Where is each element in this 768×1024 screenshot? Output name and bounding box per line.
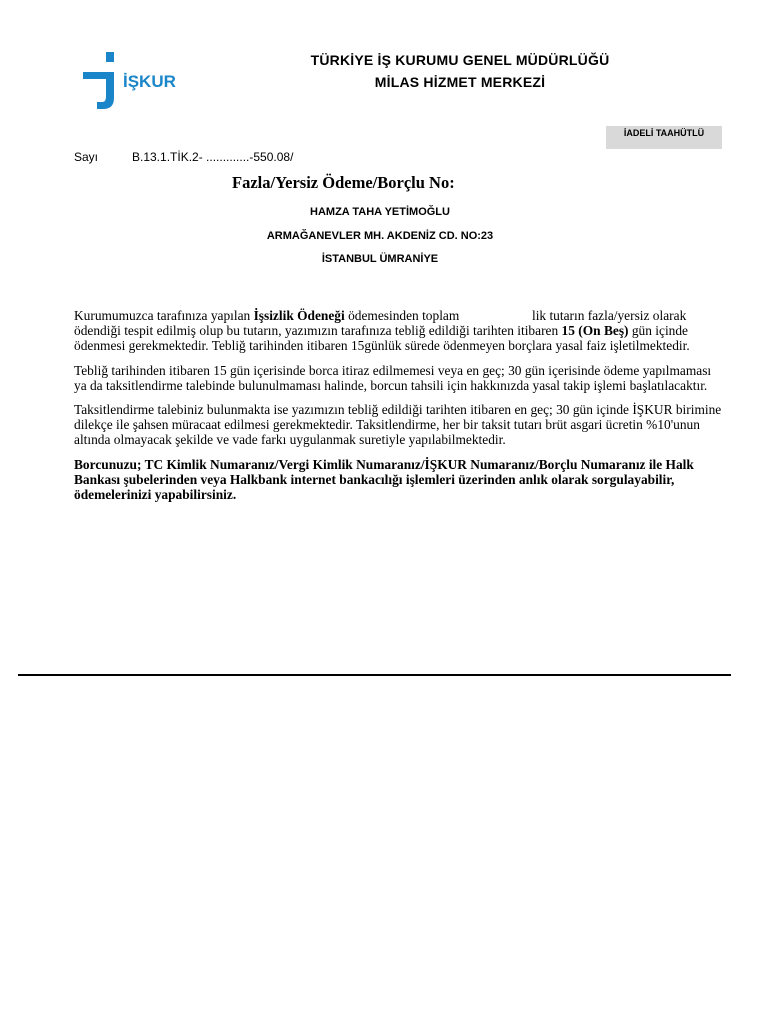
- recipient-name: HAMZA TAHA YETİMOĞLU: [310, 206, 450, 218]
- paragraph-payment-info: Borcunuzu; TC Kimlik Numaranız/Vergi Kimlik Numaranız/İŞKUR Numaranız/Borçlu Numaranız ile Halk Bankası şubelerinden veya Halkbank internet bankacılığı işlemleri üzerinden anlık olarak sorgulayabilir, ödemelerinizi yapabilirsiniz.: [74, 456, 694, 503]
- paragraph-debt-notice: Kurumumuzca tarafınıza yapılan İşsizlik Ödeneği ödemesinden toplam lik tutarın fazla/yersiz olarak ödendiği tespit edilmiş olup bu tutarın, yazımızın tarafınıza tebliğ edildiği tarihten itibaren 15 (On Beş) gün içinde ödenmesi gerekmektedir. Tebliğ tarihinden itibaren 15günlük sürede ödenmeyen borçlara yasal faiz işletilmektedir.: [74, 308, 690, 354]
- registered-mail-badge: İADELİ TAAHÜTLÜ: [606, 126, 722, 149]
- paragraph-legal-action: Tebliğ tarihinden itibaren 15 gün içerisinde borca itiraz edilmemesi veya en geç; 30 gün içerisinde ödeme yapılmaması ya da taksitlendirme talebinde bulunulmaması halinde, borcun tahsili için hakkınızda yasal takip işlemi başlatılacaktır.: [74, 362, 712, 393]
- letter-body: [74, 308, 722, 511]
- office-title: MİLAS HİZMET MERKEZİ: [374, 74, 546, 90]
- paragraph-installments: Taksitlendirme talebiniz bulunmakta ise yazımızın tebliğ edildiği tarihten itibaren en geç; 30 gün içinde İŞKUR birimine dilekçe ile şahsen müracaat edilmesi gerekmektedir. Taksitlendirme, her bir taksit tutarı brüt asgari ücretin %10'unun altında olmayacak şekilde ve vade farkı uygulanmak suretiyle yapılabilmektedir.: [74, 402, 722, 448]
- recipient-address: ARMAĞANEVLER MH. AKDENİZ CD. NO:23: [266, 230, 494, 242]
- iskur-logo: [80, 52, 190, 112]
- document-title: Fazla/Yersiz Ödeme/Borçlu No:: [232, 173, 455, 192]
- recipient-city: İSTANBUL ÜMRANİYE: [321, 253, 439, 265]
- reference-number: B.13.1.TİK.2- .............-550.08/: [132, 150, 294, 164]
- reference-label: Sayı: [74, 150, 99, 164]
- horizontal-divider: [18, 674, 731, 676]
- logo-text: İŞKUR: [123, 72, 176, 91]
- org-title: TÜRKİYE İŞ KURUMU GENEL MÜDÜRLÜĞÜ: [310, 52, 610, 68]
